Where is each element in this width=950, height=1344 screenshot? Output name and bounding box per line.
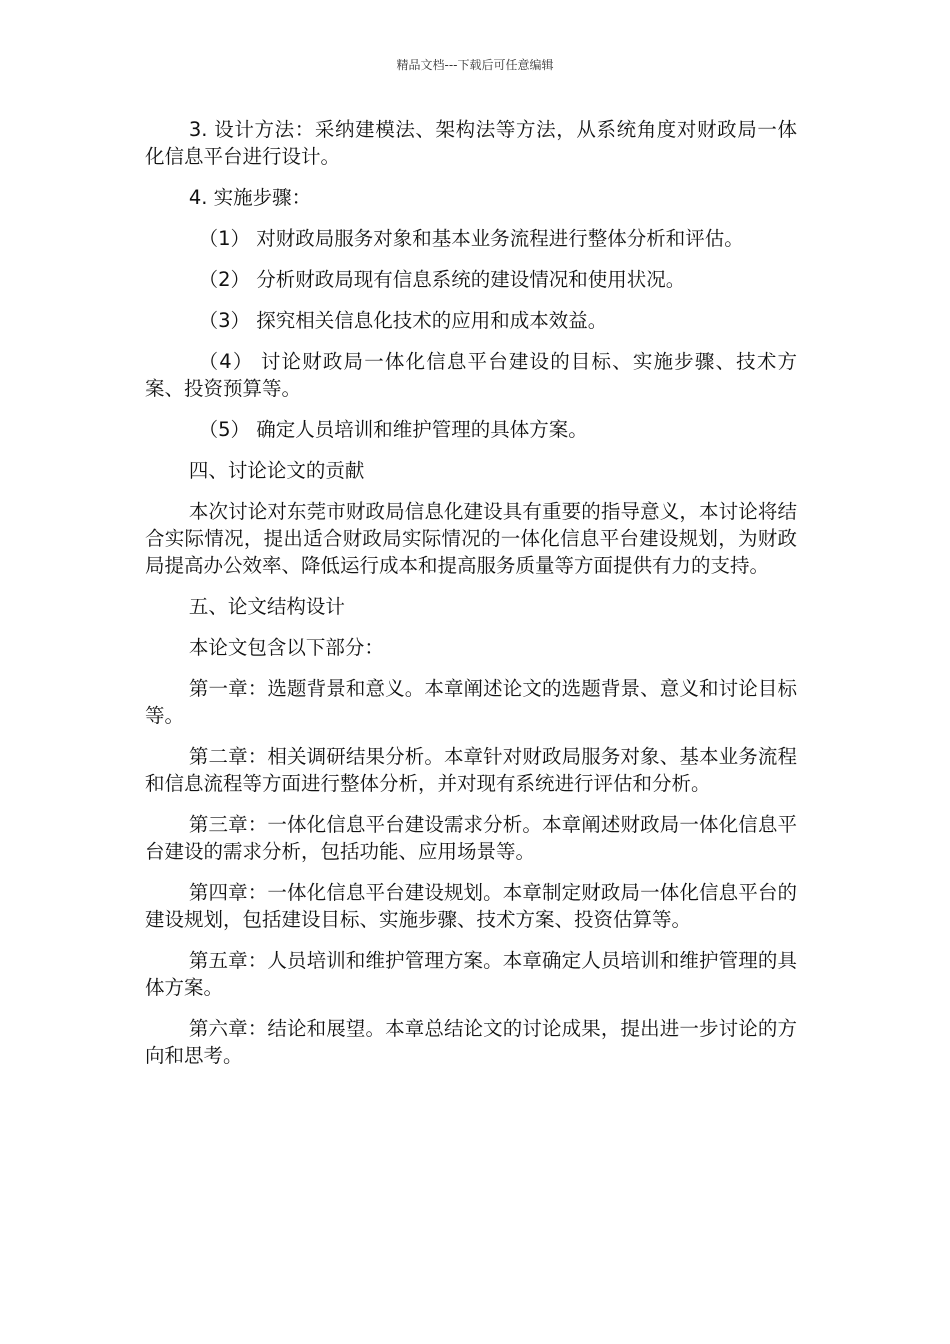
page-header: 精品文档---下载后可任意编辑 (396, 58, 554, 72)
paragraph: 第二章：相关调研结果分析。本章针对财政局服务对象、基本业务流程和信息流程等方面进行整体分析，并对现有系统进行评估和分析。 (145, 745, 797, 795)
paragraph: 3. 设计方法：采纳建模法、架构法等方法，从系统角度对财政局一体化信息平台进行设计。 (145, 118, 797, 168)
paragraph: 本论文包含以下部分： (188, 636, 384, 659)
list-item: （1） 对财政局服务对象和基本业务流程进行整体分析和评估。 (198, 227, 744, 250)
paragraph: 五、论文结构设计 (188, 595, 345, 618)
paragraph: 第一章：选题背景和意义。本章阐述论文的选题背景、意义和讨论目标等。 (145, 677, 797, 727)
list-item: （2） 分析财政局现有信息系统的建设情况和使用状况。 (198, 268, 686, 291)
paragraph: 四、讨论论文的贡献 (188, 459, 365, 482)
paragraph: 第四章：一体化信息平台建设规划。本章制定财政局一体化信息平台的建设规划，包括建设目标、实施步骤、技术方案、投资估算等。 (145, 881, 797, 931)
list-item: （5） 确定人员培训和维护管理的具体方案。 (198, 418, 588, 441)
paragraph: 第六章：结论和展望。本章总结论文的讨论成果，提出进一步讨论的方向和思考。 (145, 1017, 797, 1067)
list-item: （3） 探究相关信息化技术的应用和成本效益。 (198, 309, 608, 332)
paragraph: 本次讨论对东莞市财政局信息化建设具有重要的指导意义，本讨论将结合实际情况，提出适合财政局实际情况的一体化信息平台建设规划，为财政局提高办公效率、降低运行成本和提高服务质量等方面提供有力的支持。 (145, 500, 797, 577)
paragraph: 4. 实施步骤： (188, 186, 312, 209)
document-body (145, 116, 797, 1083)
list-item: （4） 讨论财政局一体化信息平台建设的目标、实施步骤、技术方案、投资预算等。 (145, 350, 797, 400)
paragraph: 第五章：人员培训和维护管理方案。本章确定人员培训和维护管理的具体方案。 (145, 949, 797, 999)
paragraph: 第三章：一体化信息平台建设需求分析。本章阐述财政局一体化信息平台建设的需求分析，包括功能、应用场景等。 (145, 813, 797, 863)
